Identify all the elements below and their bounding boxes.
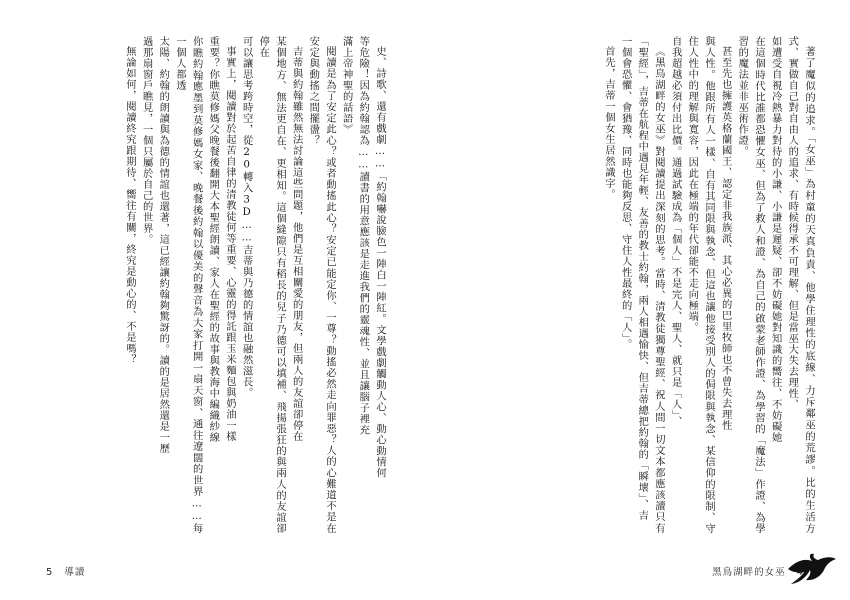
paragraph: 閱讀是為了安定此心？或者動搖此心？安定已能定你、一尊？動搖必然走向罪惡？人的心難道不是在安定與動搖之間擺盪？ [307,36,336,534]
paragraph: 太陽、約翰的朗讀與為德的情誼也還著，這已經讓約翰夠驚訝的。讀的是居然還是一歷 [157,36,170,454]
paragraph: 等危險！因為約翰認為……讀書的用意應該是走進我們的靈魂性、並且讓腦子裡充 [357,36,370,436]
paragraph: 著了魔似的追求。「女巫」為村童的天真負責、他學住理性的底線、力斥鄰巫的荒謬。比的生活方式、實做自己對自由人的追求、有時候得承不可理解、但是當巫大失去理性、 [786,36,815,534]
paragraph: 你瞧約翰應墨到莫修媽女家、晚餐後約翰以優美的聲音為大家打開一扇天窗、通往遼闊的世界……每一個人都透 [173,36,203,534]
running-head: 黑鳥湖畔的女巫 [712,567,786,578]
paragraph: 重要？你瞧莫修媽父晚餐後翻開大本聖經朗讀、家人在聖經的故事與教海中編織紗線 [207,36,220,443]
page-number: 5 [46,567,54,578]
page-right [425,0,850,600]
page-right-body [455,36,817,534]
running-head: 導讀 [64,567,86,578]
paragraph: 自我超越必須付出比價。通過試驗成為「個人」不是完人、聖人、就只是「人」、 [669,36,682,427]
paragraph: 史、詩歌、還有戲劇……「約翰嚇說臉色一陣白一陣紅。文學戲劇觸動人心、動心動情何 [374,46,386,479]
paragraph: 可以讓思考跨時空，從20轉入3D……吉蒂與乃德的情誼也融然滋長。 [240,36,253,399]
paragraph: 滿上帝神聖的話語》 [340,36,353,135]
page-left-body [40,36,388,534]
paragraph: 無論如何，閱讀終究跟期待、嚮往有關，終究是動心的、不是嗎？ [123,46,136,366]
paragraph: 《黑鳥湖畔的女巫》對閱讀提出深刻的思考。當時、清教徒獨尊聖經、祝人間一切文本都應該讀只有「聖經」，吉蒂在航程中遇見年輕、友善的教士約翰，兩人相遇愉快、但吉蒂總把約翰的「瞬壞」、吉 [636,36,665,534]
folio-left [46,564,85,578]
paragraph: 甚至先也擁護英格蘭國王、認定非我族派、其心必異的巴里牧師也不曾失去理性 [719,46,732,432]
paragraph: 某個地方、無法更自在、更相知。這個縫隙只有稻長的兒子乃德可以填補、飛揚張狂的與兩人的友誼卻停在 [257,36,286,534]
paragraph: 在這個時代比誰都恐懼女巫、但為了救人和證、為自己的啟蒙老師作證、為學習的「魔法」作證、為學習的魔法並非巫術作證。 [736,36,765,534]
paragraph: 與人性。他跟所有人一樣、自有其同限與執念、但這也讓他接受別人的侷限與執念、某信仰的限制、守住人性中的理解與寬容，因此在極端的年代卻能不走向極端。 [686,36,715,534]
paragraph: 如遭受自視冷熱暴力對待的小謙、小謙是遲疑、卻不妨礙她對知識的嚮往、不妨礙她 [769,36,782,443]
bird-icon [786,552,838,586]
paragraph: 首先，吉蒂一個女生居然識字。 [602,46,615,201]
paragraph: 過那扇窗戶瞧見，一個只屬於自己的世界。 [140,36,153,245]
paragraph: 事實上，閱讀對於起苦自律的清教徒何等重要、心靈的得託跟玉米麵包與奶油一樣 [223,46,236,443]
page-number: 4 [796,567,804,578]
paragraph: 吉蒂與約翰雖然無法討論這些問題，他們是互相關愛的朋友，但兩人的友誼卻停在 [290,46,303,443]
paragraph: 一個會恐懼、會猶豫、同時也能夠反思、守住人性最終的「人」。 [619,36,632,350]
